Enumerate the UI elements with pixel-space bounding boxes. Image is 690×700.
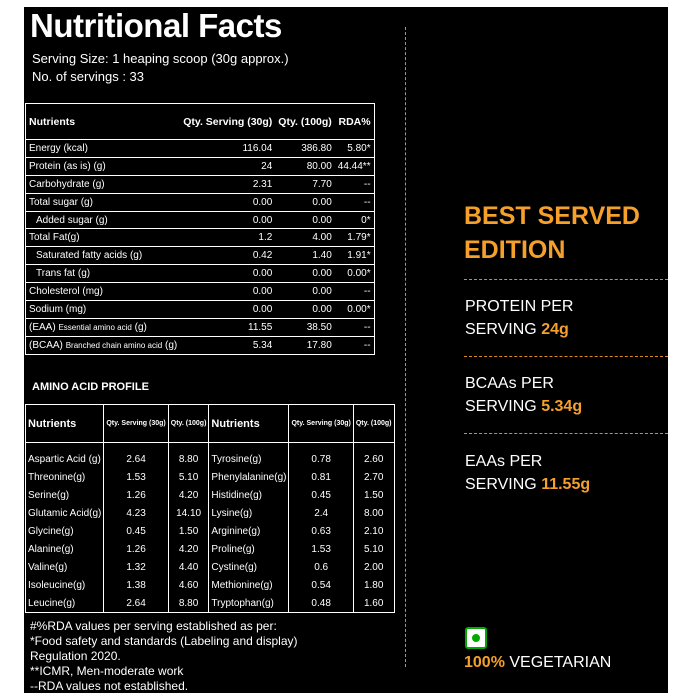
nutrient-name: Energy (kcal) bbox=[26, 140, 181, 158]
amino-qty-100g: 1.80 bbox=[353, 577, 394, 595]
qty-serving: 116.04 bbox=[180, 140, 275, 158]
qty-serving: 2.31 bbox=[180, 175, 275, 193]
qty-100g: 7.70 bbox=[275, 175, 334, 193]
amino-qty-serving: 0.45 bbox=[289, 487, 353, 505]
nutrient-name: Saturated fatty acids (g) bbox=[26, 247, 181, 265]
rda-value: 44.44** bbox=[335, 157, 374, 175]
amino-name: Lysine(g) bbox=[209, 505, 289, 523]
footnote-line: **ICMR, Men-moderate work bbox=[30, 664, 184, 678]
amino-heading: AMINO ACID PROFILE bbox=[32, 381, 149, 393]
bcaa-stat-serving: SERVING bbox=[465, 398, 537, 415]
amino-header-serving-1: Qty. Serving (30g) bbox=[104, 405, 168, 443]
page-title: Nutritional Facts bbox=[30, 7, 282, 44]
nutrient-unit: (g) bbox=[164, 339, 178, 351]
qty-100g: 0.00 bbox=[275, 301, 334, 319]
header-qty-100g bbox=[275, 104, 334, 140]
amino-qty-serving: 0.81 bbox=[289, 469, 353, 487]
veg-dot-icon bbox=[472, 634, 480, 642]
amino-header-row bbox=[26, 405, 395, 443]
rda-value: -- bbox=[335, 175, 374, 193]
protein-stat-value: 24g bbox=[541, 321, 569, 338]
nutrient-name: Total sugar (g) bbox=[26, 193, 181, 211]
nutrient-name: Cholesterol (mg) bbox=[26, 283, 181, 301]
label-panel bbox=[24, 7, 668, 693]
amino-name: Aspartic Acid (g) bbox=[26, 451, 104, 469]
protein-stat bbox=[465, 295, 573, 341]
amino-header-100g-2: Qty. (100g) bbox=[353, 405, 394, 443]
nutrition-row bbox=[26, 301, 375, 319]
nutrient-name: Total Fat(g) bbox=[26, 229, 181, 247]
vegetarian-label bbox=[464, 654, 611, 672]
nutrition-row bbox=[26, 247, 375, 265]
protein-stat-serving: SERVING bbox=[465, 321, 537, 338]
amino-qty-100g: 8.00 bbox=[353, 505, 394, 523]
amino-name: Glycine(g) bbox=[26, 523, 104, 541]
qty-serving: 0.00 bbox=[180, 211, 275, 229]
qty-serving: 11.55 bbox=[180, 318, 275, 336]
amino-row bbox=[26, 523, 395, 541]
nutrition-row bbox=[26, 336, 375, 354]
amino-row bbox=[26, 595, 395, 613]
qty-100g: 0.00 bbox=[275, 211, 334, 229]
amino-name: Cystine(g) bbox=[209, 559, 289, 577]
amino-qty-serving: 1.32 bbox=[104, 559, 168, 577]
nutrient-name bbox=[26, 336, 181, 354]
header-nutrients: Nutrients bbox=[26, 104, 181, 140]
nutrient-subtext: Essential amino acid bbox=[58, 322, 132, 332]
header-qty-100g-text: Qty. (100g) bbox=[278, 115, 332, 128]
qty-100g: 0.00 bbox=[275, 265, 334, 283]
protein-stat-label: PROTEIN PER bbox=[465, 298, 574, 315]
amino-qty-serving: 1.26 bbox=[104, 487, 168, 505]
bcaa-stat-label: BCAAs PER bbox=[465, 375, 554, 392]
rda-value: -- bbox=[335, 193, 374, 211]
veg-symbol-icon bbox=[465, 627, 487, 649]
footnote-line: #%RDA values per serving established as per: bbox=[30, 619, 277, 633]
nutrient-name: Sodium (mg) bbox=[26, 301, 181, 319]
amino-name: Methionine(g) bbox=[209, 577, 289, 595]
nutrition-header-row bbox=[26, 104, 375, 140]
amino-qty-100g: 1.50 bbox=[353, 487, 394, 505]
spacer-cell bbox=[353, 443, 394, 451]
rda-value: -- bbox=[335, 336, 374, 354]
amino-header-nutrients-1: Nutrients bbox=[26, 405, 104, 443]
amino-qty-100g: 8.80 bbox=[168, 451, 209, 469]
amino-header-serving-2: Qty. Serving (30g) bbox=[289, 405, 353, 443]
amino-row bbox=[26, 451, 395, 469]
bcaa-stat bbox=[465, 372, 582, 418]
header-rda: RDA% bbox=[335, 104, 374, 140]
amino-qty-100g: 2.70 bbox=[353, 469, 394, 487]
nutrient-abbr: (EAA) bbox=[29, 321, 56, 333]
footnote-line: *Food safety and standards (Labeling and display) bbox=[30, 634, 298, 648]
amino-name: Tryptophan(g) bbox=[209, 595, 289, 613]
qty-serving: 0.00 bbox=[180, 193, 275, 211]
amino-qty-serving: 0.6 bbox=[289, 559, 353, 577]
amino-row bbox=[26, 487, 395, 505]
amino-qty-100g: 2.00 bbox=[353, 559, 394, 577]
nutrient-abbr: (BCAA) bbox=[29, 339, 63, 351]
nutrient-subtext: Branched chain amino acid bbox=[65, 340, 163, 350]
rda-value: -- bbox=[335, 318, 374, 336]
footnote-line: --RDA values not established. bbox=[30, 679, 189, 693]
amino-qty-serving: 0.45 bbox=[104, 523, 168, 541]
amino-row bbox=[26, 559, 395, 577]
qty-serving: 0.00 bbox=[180, 301, 275, 319]
amino-header-nutrients-2: Nutrients bbox=[209, 405, 289, 443]
spacer-cell bbox=[104, 443, 168, 451]
amino-qty-serving: 1.53 bbox=[104, 469, 168, 487]
rda-value: 5.80* bbox=[335, 140, 374, 158]
spacer-cell bbox=[209, 443, 289, 451]
amino-name: Glutamic Acid(g) bbox=[26, 505, 104, 523]
nutrition-row bbox=[26, 157, 375, 175]
footnotes bbox=[30, 619, 298, 693]
rda-value: 1.79* bbox=[335, 229, 374, 247]
spacer-cell bbox=[168, 443, 209, 451]
amino-name: Serine(g) bbox=[26, 487, 104, 505]
amino-row bbox=[26, 541, 395, 559]
qty-100g: 80.00 bbox=[275, 157, 334, 175]
nutrition-row bbox=[26, 211, 375, 229]
amino-qty-serving: 0.48 bbox=[289, 595, 353, 613]
amino-header-100g-1: Qty. (100g) bbox=[168, 405, 209, 443]
qty-serving: 5.34 bbox=[180, 336, 275, 354]
header-qty-serving bbox=[180, 104, 275, 140]
nutrition-row bbox=[26, 175, 375, 193]
eaa-stat-serving: SERVING bbox=[465, 476, 537, 493]
amino-qty-serving: 2.64 bbox=[104, 451, 168, 469]
qty-100g: 1.40 bbox=[275, 247, 334, 265]
nutrient-name: Carbohydrate (g) bbox=[26, 175, 181, 193]
amino-name: Arginine(g) bbox=[209, 523, 289, 541]
amino-row bbox=[26, 577, 395, 595]
amino-name: Leucine(g) bbox=[26, 595, 104, 613]
best-served-heading bbox=[464, 199, 640, 267]
amino-qty-serving: 0.54 bbox=[289, 577, 353, 595]
amino-qty-100g: 4.60 bbox=[168, 577, 209, 595]
rda-value: 1.91* bbox=[335, 247, 374, 265]
nutrient-name: Protein (as is) (g) bbox=[26, 157, 181, 175]
rda-value: -- bbox=[335, 283, 374, 301]
nutrient-name: Trans fat (g) bbox=[26, 265, 181, 283]
eaa-stat-label: EAAs PER bbox=[465, 453, 543, 470]
amino-qty-100g: 2.60 bbox=[353, 451, 394, 469]
amino-qty-serving: 1.38 bbox=[104, 577, 168, 595]
amino-name: Tyrosine(g) bbox=[209, 451, 289, 469]
amino-qty-serving: 0.78 bbox=[289, 451, 353, 469]
vertical-divider bbox=[405, 27, 406, 667]
amino-qty-serving: 1.26 bbox=[104, 541, 168, 559]
nutrition-row bbox=[26, 283, 375, 301]
qty-serving: 0.00 bbox=[180, 265, 275, 283]
amino-qty-serving: 0.63 bbox=[289, 523, 353, 541]
rda-value: 0.00* bbox=[335, 301, 374, 319]
spacer-cell bbox=[26, 443, 104, 451]
nutrition-row bbox=[26, 265, 375, 283]
amino-qty-serving: 2.4 bbox=[289, 505, 353, 523]
amino-qty-100g: 8.80 bbox=[168, 595, 209, 613]
best-served-line2: EDITION bbox=[464, 236, 566, 264]
amino-spacer-row bbox=[26, 443, 395, 451]
serving-size: Serving Size: 1 heaping scoop (30g approx.) bbox=[32, 51, 289, 66]
amino-row bbox=[26, 505, 395, 523]
header-qty-serving-text: Qty. Serving (30g) bbox=[183, 115, 273, 128]
qty-100g: 0.00 bbox=[275, 283, 334, 301]
amino-qty-100g: 4.20 bbox=[168, 487, 209, 505]
rda-value: 0.00* bbox=[335, 265, 374, 283]
amino-qty-100g: 5.10 bbox=[353, 541, 394, 559]
amino-qty-100g: 1.50 bbox=[168, 523, 209, 541]
nutrient-name: Added sugar (g) bbox=[26, 211, 181, 229]
divider-line bbox=[464, 279, 668, 280]
vegetarian-percent: 100% bbox=[464, 654, 505, 671]
nutrition-table bbox=[25, 103, 375, 355]
qty-serving: 24 bbox=[180, 157, 275, 175]
amino-qty-100g: 5.10 bbox=[168, 469, 209, 487]
amino-name: Phenylalanine(g) bbox=[209, 469, 289, 487]
qty-serving: 0.42 bbox=[180, 247, 275, 265]
spacer-cell bbox=[289, 443, 353, 451]
nutrient-name bbox=[26, 318, 181, 336]
eaa-stat-value: 11.55g bbox=[541, 476, 591, 493]
qty-serving: 1.2 bbox=[180, 229, 275, 247]
qty-100g: 38.50 bbox=[275, 318, 334, 336]
amino-qty-100g: 2.10 bbox=[353, 523, 394, 541]
vegetarian-text: VEGETARIAN bbox=[509, 654, 612, 671]
qty-100g: 386.80 bbox=[275, 140, 334, 158]
nutrition-row bbox=[26, 229, 375, 247]
divider-line bbox=[464, 433, 668, 434]
eaa-stat bbox=[465, 450, 590, 496]
amino-qty-100g: 4.20 bbox=[168, 541, 209, 559]
amino-name: Proline(g) bbox=[209, 541, 289, 559]
footnote-line: Regulation 2020. bbox=[30, 649, 121, 663]
best-served-line1: BEST SERVED bbox=[464, 202, 640, 230]
amino-qty-100g: 4.40 bbox=[168, 559, 209, 577]
amino-qty-serving: 4.23 bbox=[104, 505, 168, 523]
amino-row bbox=[26, 469, 395, 487]
nutrition-row bbox=[26, 193, 375, 211]
amino-name: Histidine(g) bbox=[209, 487, 289, 505]
amino-qty-100g: 14.10 bbox=[168, 505, 209, 523]
qty-100g: 17.80 bbox=[275, 336, 334, 354]
nutrition-row bbox=[26, 140, 375, 158]
amino-table bbox=[25, 404, 395, 613]
nutrient-unit: (g) bbox=[134, 321, 147, 333]
qty-serving: 0.00 bbox=[180, 283, 275, 301]
rda-value: 0* bbox=[335, 211, 374, 229]
qty-100g: 0.00 bbox=[275, 193, 334, 211]
amino-qty-serving: 1.53 bbox=[289, 541, 353, 559]
servings-count: No. of servings : 33 bbox=[32, 69, 144, 84]
qty-100g: 4.00 bbox=[275, 229, 334, 247]
amino-qty-serving: 2.64 bbox=[104, 595, 168, 613]
amino-name: Alanine(g) bbox=[26, 541, 104, 559]
bcaa-stat-value: 5.34g bbox=[541, 398, 583, 415]
amino-qty-100g: 1.60 bbox=[353, 595, 394, 613]
amino-name: Valine(g) bbox=[26, 559, 104, 577]
nutrition-row bbox=[26, 318, 375, 336]
divider-line bbox=[464, 356, 668, 357]
amino-name: Isoleucine(g) bbox=[26, 577, 104, 595]
amino-name: Threonine(g) bbox=[26, 469, 104, 487]
